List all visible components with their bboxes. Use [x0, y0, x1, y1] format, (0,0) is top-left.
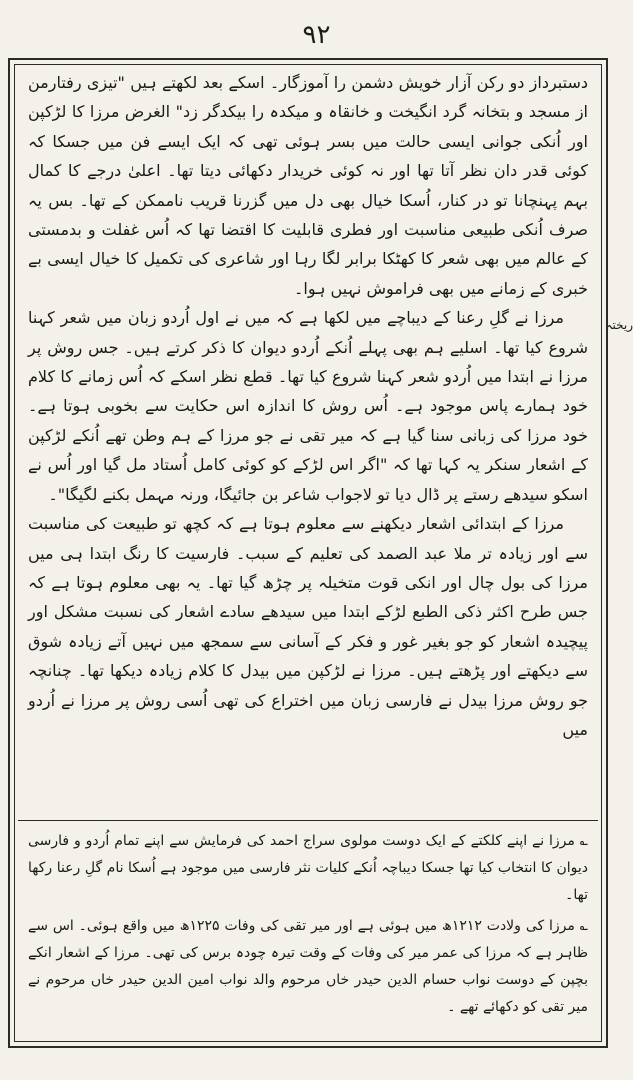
- footnotes: [28, 828, 588, 1025]
- paragraph-2: مرزا نے گلِ رعنا کے دیباچے میں لکھا ہے کہ میں نے اول اُردو زبان میں شعر کہنا شروع کیا تھا۔ اسلیے ہم بھی پہلے اُنکے اُردو دیوان کا ذکر کرتے ہیں۔ جس روش پر مرزا نے ابتدا میں اُردو شعر کہنا شروع کیا تھا۔ قطع نظر اسکے کہ اُس زمانے کا کلام خود ہمارے پاس موجود ہے۔ اُس روش کا اندازہ اس حکایت سے بخوبی ہوتا ہے۔ خود مرزا کی زبانی سنا گیا ہے کہ میر تقی نے جو مرزا کے ہم وطن تھے اُنکے لڑکپن کے اشعار سنکر یہ کہا تھا کہ "اگر اس لڑکے کو کوئی کامل اُستاد مل گیا اور اُس نے اسکو سیدھے رستے پر ڈال دیا تو لاجواب شاعر بن جائیگا، ورنہ مہمل بکنے لگیگا"۔: [28, 308, 588, 504]
- margin-note: ریختہ: [605, 318, 633, 332]
- footnote-divider: [18, 820, 598, 821]
- page-frame: [8, 58, 608, 1048]
- footnote-1: ؎ مرزا نے اپنے کلکتے کے ایک دوست مولوی سراج احمد کی فرمایش سے اپنے تمام اُردو و فارسی دیوان کا انتخاب کیا تھا جسکا دیباچہ اُنکے کلیات نثر فارسی میں موجود ہے اُسکا نام گلِ رعنا رکھا تھا۔: [28, 833, 588, 903]
- footnote-2: ؎ مرزا کی ولادت ۱۲۱۲ھ میں ہوئی ہے اور میر تقی کی وفات ۱۲۲۵ھ میں واقع ہوئی۔ اس سے ظاہر ہے کہ مرزا کی عمر میر کی وفات کے وقت تیرہ چودہ برس کی تھی۔ مرزا کے اشعار انکے بچپن کے دوست نواب حسام الدین حیدر خاں مرحوم والد نواب امین الدین حیدر خاں مرحوم نے میر تقی کو دکھائے تھے ۔: [28, 918, 588, 1015]
- paragraph-1: دستبرداز دو رکن آزار خویش دشمن را آموزگار۔ اسکے بعد لکھتے ہیں "تیزی رفتارمن از مسجد و بتخانہ گرد انگیخت و خانقاہ و میکدہ را بیکدگر زد" الغرض مرزا کا لڑکپن اور اُنکی جوانی ایسی حالت میں بسر ہوئی تھی کہ ایک ایسے فن میں جسکا کہ کوئی قدر دان نظر آتا تھا اور نہ کوئی خریدار دکھائی دیتا تھا۔ اعلیٰ درجے کا کمال بہم پہنچانا تو در کنار، اُسکا خیال بھی دل میں گزرنا قریب ناممکن کے تھا۔ بس یہ صرف اُنکی طبیعی مناسبت اور فطری قابلیت کا اقتضا تھا کہ اُس غفلت و بدمستی کے عالم میں بھی شعر کا کھٹکا برابر لگا رہا اور شاعری کی تکمیل کا خیال ایسی بے خبری کے زمانے میں بھی فراموش نہیں ہوا۔: [28, 73, 588, 298]
- page-number: ۹۲: [302, 20, 331, 50]
- paragraph-3: مرزا کے ابتدائی اشعار دیکھنے سے معلوم ہوتا ہے کہ کچھ تو طبیعت کی مناسبت سے اور زیادہ تر ملا عبد الصمد کی تعلیم کے سبب۔ فارسیت کا رنگ ابتدا ہی میں مرزا کی بول چال اور انکی قوت متخیلہ پر چڑھ گیا تھا۔ یہ بھی معلوم ہوتا ہے کہ جس طرح اکثر ذکی الطبع لڑکے ابتدا میں سیدھے سادے اشعار کی نسبت مشکل اور پیچیدہ اشعار کو جو بغیر غور و فکر کے آسانی سے سمجھ میں نہیں آتے زیادہ شوق سے دیکھتے اور پڑھتے ہیں۔ مرزا نے لڑکپن میں بیدل کا کلام زیادہ دیکھا تھا۔ چنانچہ جو روش مرزا بیدل نے فارسی زبان میں اختراع کی تھی اُسی روش پر مرزا نے اُردو میں: [28, 514, 588, 739]
- main-text: [28, 68, 588, 744]
